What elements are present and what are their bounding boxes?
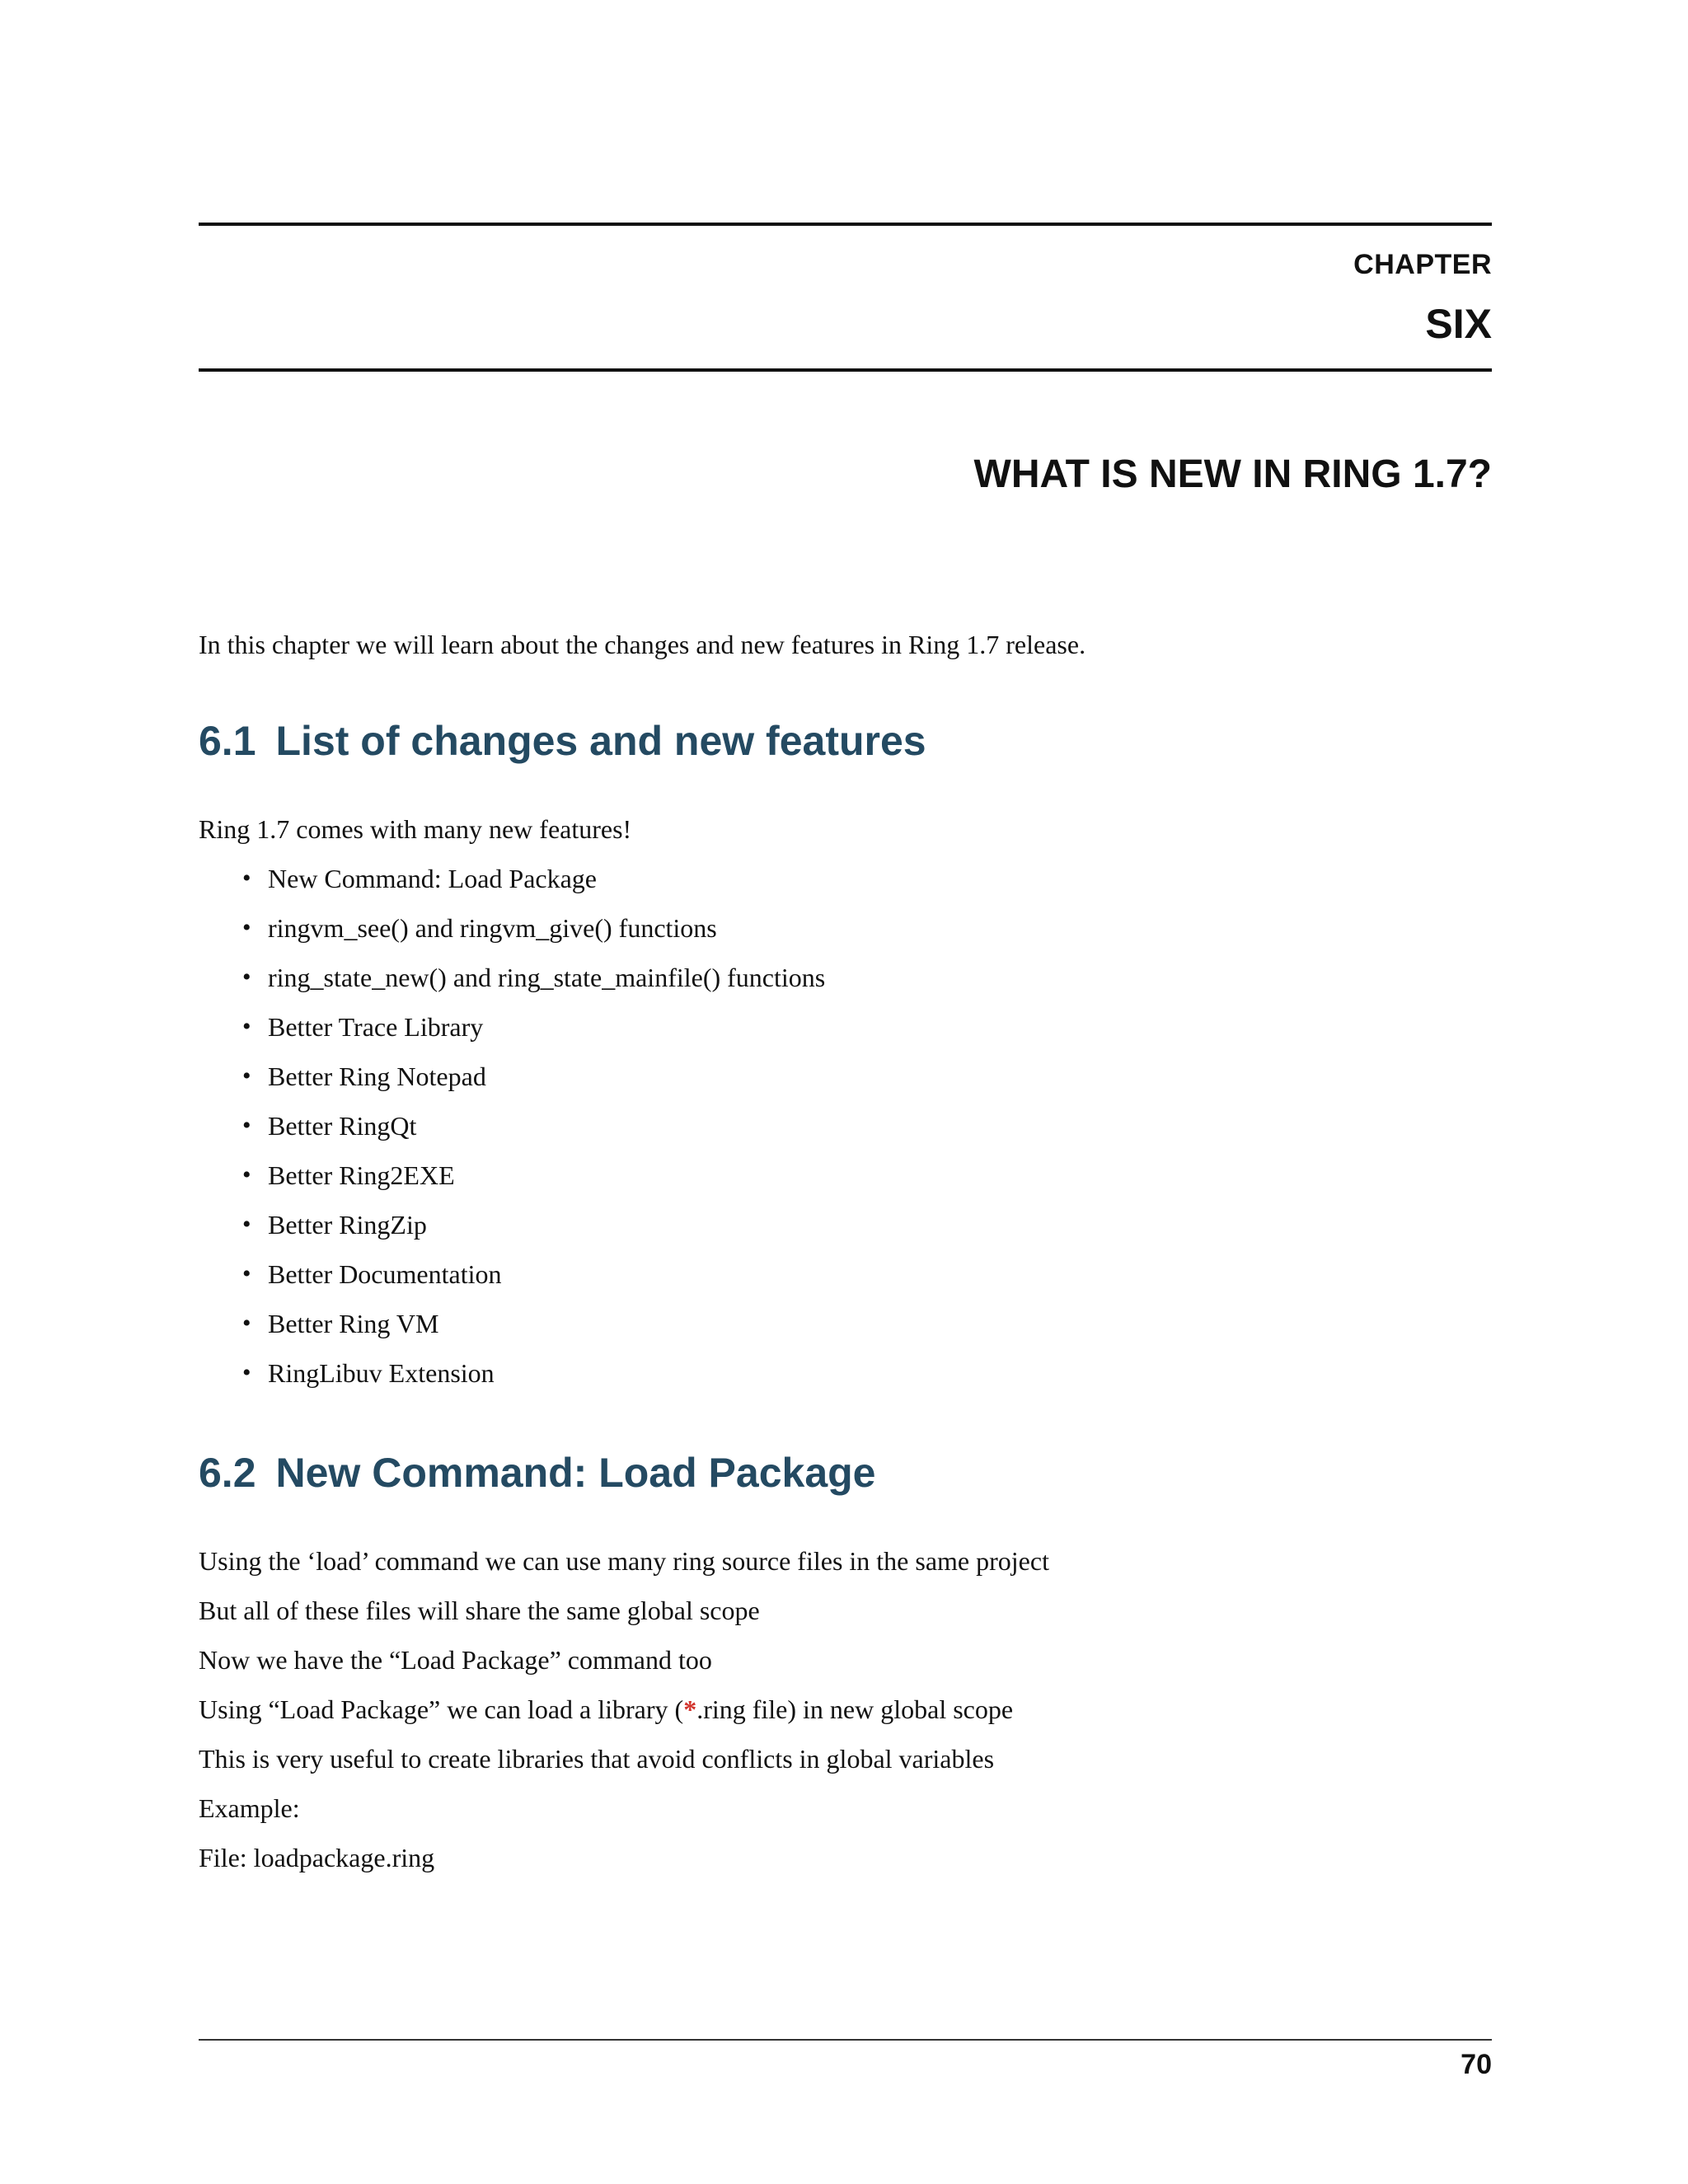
list-item-text: ringvm_see() and ringvm_give() functions — [268, 913, 717, 943]
intro-paragraph: In this chapter we will learn about the changes and new features in Ring 1.7 release. — [199, 630, 1086, 659]
chapter-label: CHAPTER — [1353, 249, 1492, 280]
list-item-text: Better RingZip — [268, 1210, 427, 1240]
bullet-icon: • — [242, 963, 251, 991]
chapter-title: WHAT IS NEW IN RING 1.7? — [973, 452, 1492, 496]
bullet-icon: • — [242, 914, 251, 941]
footer-rule — [199, 2039, 1492, 2041]
section1-lead: Ring 1.7 comes with many new features! — [199, 814, 632, 844]
list-item — [199, 862, 825, 912]
paragraph-line: This is very useful to create libraries that avoid conflicts in global variables — [199, 1744, 995, 1774]
bullet-icon: • — [242, 1310, 251, 1337]
list-item — [199, 1208, 825, 1258]
wildcard-asterisk: * — [683, 1694, 697, 1724]
bullet-icon: • — [242, 1359, 251, 1386]
section-number: 6.2 — [199, 1450, 256, 1496]
section-title: List of changes and new features — [275, 718, 926, 764]
list-item — [199, 1060, 825, 1109]
bullet-icon: • — [242, 1161, 251, 1188]
list-item-text: Better Ring VM — [268, 1309, 439, 1338]
feature-list — [199, 862, 825, 1406]
list-item-text: Better RingQt — [268, 1111, 417, 1141]
list-item — [199, 1307, 825, 1357]
paragraph-line: Now we have the “Load Package” command too — [199, 1645, 712, 1675]
document-page — [199, 0, 1492, 2184]
chapter-top-rule — [199, 223, 1492, 226]
page-number: 70 — [1461, 2049, 1492, 2080]
list-item — [199, 912, 825, 961]
file-label: File: loadpackage.ring — [199, 1843, 435, 1872]
bullet-icon: • — [242, 1211, 251, 1238]
bullet-icon: • — [242, 1062, 251, 1090]
list-item-text: Better Ring2EXE — [268, 1160, 455, 1190]
section-title: New Command: Load Package — [275, 1450, 876, 1496]
text-run: .ring file) in new global scope — [696, 1694, 1014, 1724]
list-item-text: Better Trace Library — [268, 1012, 484, 1042]
list-item — [199, 961, 825, 1010]
bullet-icon: • — [242, 1013, 251, 1040]
chapter-bottom-rule — [199, 368, 1492, 372]
list-item-text: RingLibuv Extension — [268, 1358, 495, 1388]
list-item — [199, 1159, 825, 1208]
bullet-icon: • — [242, 1112, 251, 1139]
example-label: Example: — [199, 1793, 300, 1823]
chapter-number: SIX — [1425, 301, 1492, 347]
paragraph-line: But all of these files will share the same global scope — [199, 1596, 760, 1625]
bullet-icon: • — [242, 1260, 251, 1287]
list-item — [199, 1010, 825, 1060]
section-heading-6-2 — [199, 1449, 875, 1497]
section-heading-6-1 — [199, 717, 926, 765]
list-item-text: Better Ring Notepad — [268, 1062, 486, 1091]
list-item — [199, 1109, 825, 1159]
bullet-icon: • — [242, 865, 251, 892]
list-item-text: New Command: Load Package — [268, 864, 597, 893]
list-item — [199, 1357, 825, 1406]
paragraph-line: Using the ‘load’ command we can use many ring source files in the same project — [199, 1546, 1049, 1576]
list-item-text: Better Documentation — [268, 1259, 502, 1289]
text-run: Using “Load Package” we can load a library ( — [199, 1694, 684, 1724]
list-item-text: ring_state_new() and ring_state_mainfile() functions — [268, 963, 826, 992]
paragraph-line — [199, 1693, 1013, 1726]
section-number: 6.1 — [199, 718, 256, 764]
list-item — [199, 1258, 825, 1307]
